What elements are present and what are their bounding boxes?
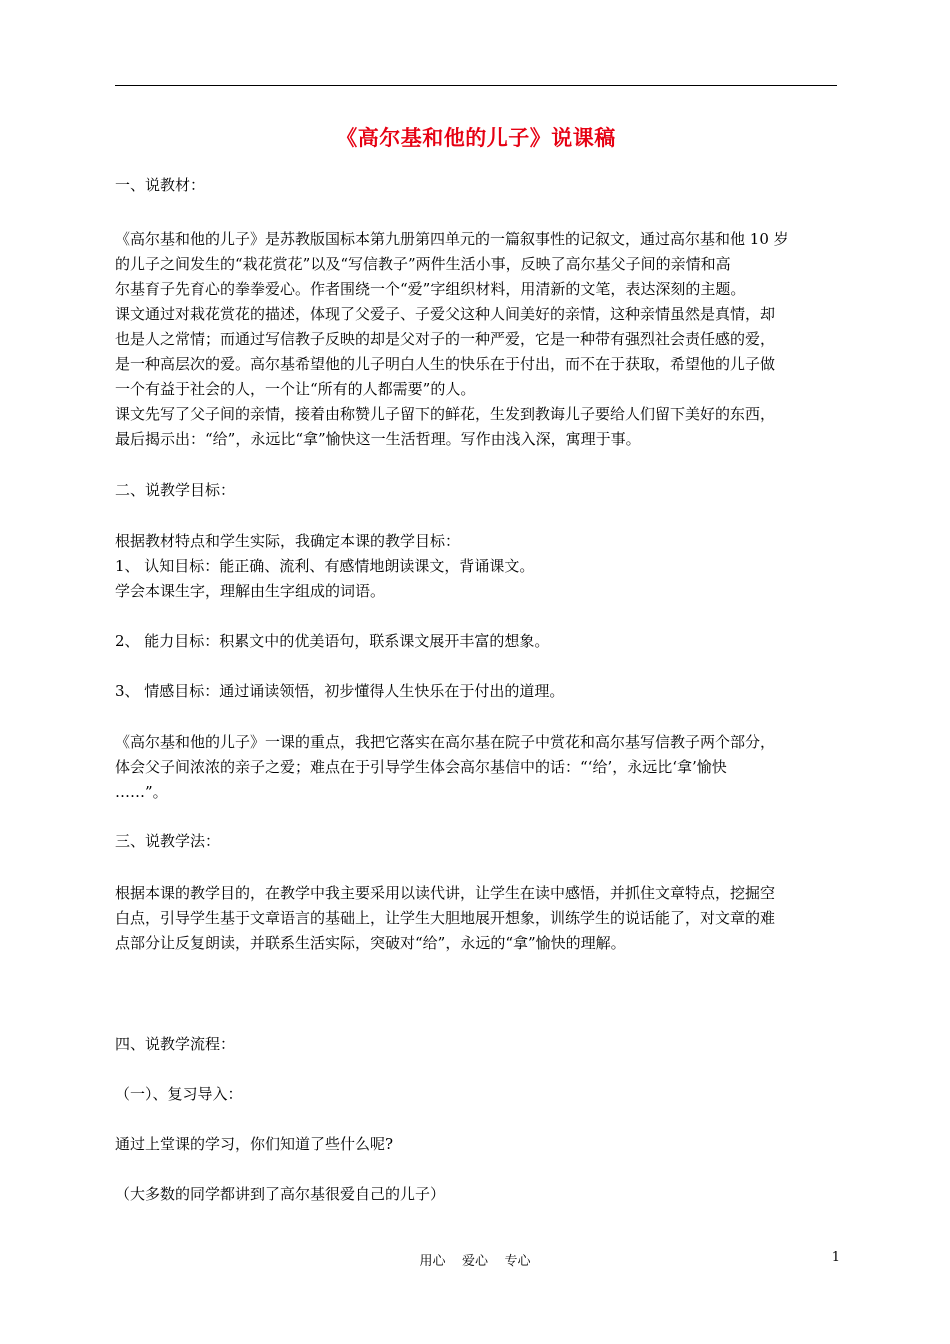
paragraph-line: 根据本课的教学目的，在教学中我主要采用以读代讲，让学生在读中感悟，并抓住文章特点，挖掘空 <box>115 884 776 902</box>
paragraph-line: 点部分让反复朗读，并联系生活实际，突破对“给”，永远的“拿”愉快的理解。 <box>115 934 626 952</box>
paragraph-line: 《高尔基和他的儿子》是苏教版国标本第九册第四单元的一篇叙事性的记叙文，通过高尔基和他 10 岁 <box>115 230 789 248</box>
paragraph-line: 三、说教学法： <box>115 832 221 850</box>
paragraph-line: （大多数的同学都讲到了高尔基很爱自己的儿子） <box>115 1185 446 1203</box>
paragraph-line: 课文通过对栽花赏花的描述，体现了父爱子、子爱父这种人间美好的亲情，这种亲情虽然是真情，却 <box>115 305 776 323</box>
paragraph-line: 课文先写了父子间的亲情，接着由称赞儿子留下的鲜花，生发到教诲儿子要给人们留下美好的东西， <box>115 405 776 423</box>
paragraph-line: 2、 能力目标：积累文中的优美语句，联系课文展开丰富的想象。 <box>115 632 550 650</box>
paragraph-line: 二、说教学目标： <box>115 481 236 499</box>
paragraph-line: 一、说教材： <box>115 176 206 194</box>
paragraph-line: ……”。 <box>115 783 168 801</box>
paragraph-line: 3、 情感目标：通过诵读领悟，初步懂得人生快乐在于付出的道理。 <box>115 682 565 700</box>
footer-motto: 用心 爱心 专心 <box>419 1254 531 1269</box>
paragraph-line: 四、说教学流程： <box>115 1035 236 1053</box>
header-rule <box>115 85 837 86</box>
paragraph-line: 最后揭示出：“给”，永远比“拿”愉快这一生活哲理。写作由浅入深，寓理于事。 <box>115 430 641 448</box>
paragraph-line: 的儿子之间发生的“栽花赏花”以及“写信教子”两件生活小事，反映了高尔基父子间的亲情和高 <box>115 255 731 273</box>
paragraph-line: 通过上堂课的学习，你们知道了些什么呢? <box>115 1135 394 1153</box>
paragraph-line: 尔基育子先育心的拳拳爱心。作者围绕一个“爱”字组织材料，用清新的文笔，表达深刻的主题。 <box>115 280 746 298</box>
paragraph-line: 体会父子间浓浓的亲子之爱；难点在于引导学生体会高尔基信中的话：“‘给’，永远比‘拿’愉快 <box>115 758 727 776</box>
paragraph-line: 是一种高层次的爱。高尔基希望他的儿子明白人生的快乐在于付出，而不在于获取，希望他的儿子做 <box>115 355 776 373</box>
page-number: 1 <box>831 1250 840 1265</box>
paragraph-line: （一）、复习导入： <box>115 1085 243 1103</box>
paragraph-line: 也是人之常情；而通过写信教子反映的却是父对子的一种严爱，它是一种带有强烈社会责任感的爱， <box>115 330 776 348</box>
paragraph-line: 根据教材特点和学生实际，我确定本课的教学目标： <box>115 532 461 550</box>
paragraph-line: 1、 认知目标：能正确、流利、有感情地朗读课文，背诵课文。 <box>115 557 535 575</box>
paragraph-line: 《高尔基和他的儿子》一课的重点，我把它落实在高尔基在院子中赏花和高尔基写信教子两个部分， <box>115 733 776 751</box>
paragraph-line: 白点，引导学生基于文章语言的基础上，让学生大胆地展开想象，训练学生的说话能了，对文章的难 <box>115 909 776 927</box>
paragraph-line: 学会本课生字，理解由生字组成的词语。 <box>115 582 386 600</box>
document-title: 《高尔基和他的儿子》说课稿 <box>336 125 616 150</box>
paragraph-line: 一个有益于社会的人，一个让“所有的人都需要”的人。 <box>115 380 476 398</box>
